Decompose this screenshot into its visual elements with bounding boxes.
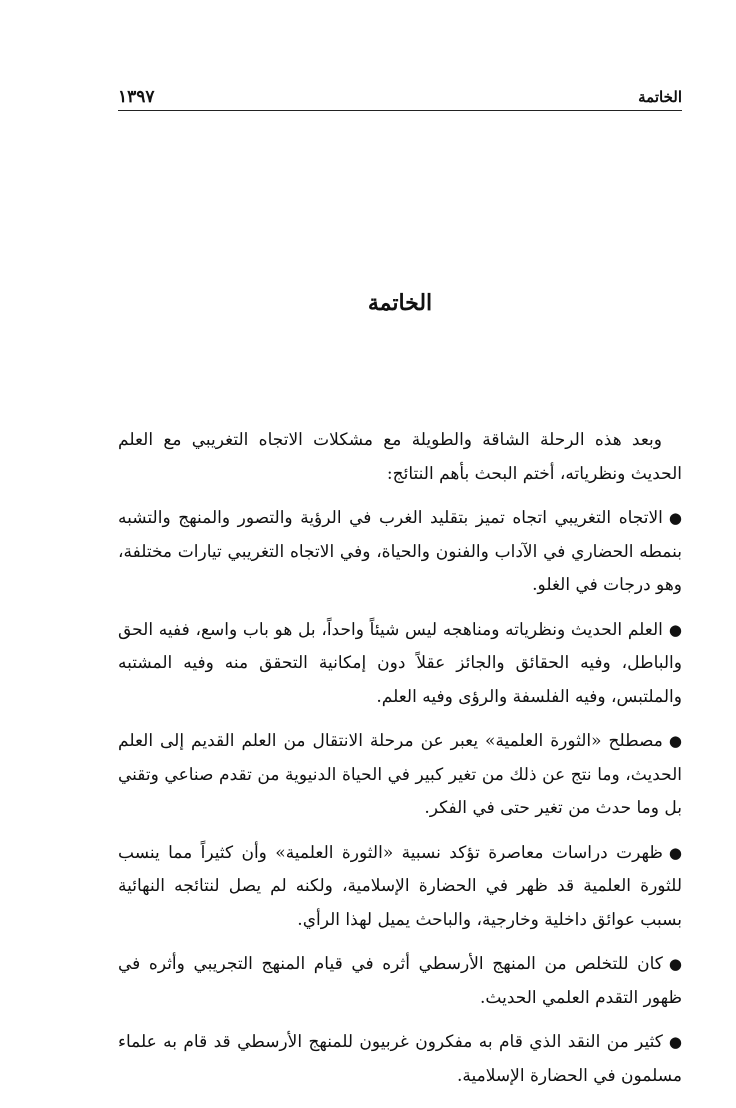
bullet-icon: ● <box>668 843 682 862</box>
conclusion-point-text: الاتجاه التغريبي اتجاه تميز بتقليد الغرب في الرؤية والتصور والمنهج والتشبه بنمطه الحضاري في الآداب والفنون والحياة، وفي الاتجاه التغريبي تيارات مختلفة، وهو درجات في الغلو. <box>118 508 682 595</box>
intro-paragraph: وبعد هذه الرحلة الشاقة والطويلة مع مشكلات الاتجاه التغريبي مع العلم الحديث ونظرياته، أختم البحث بأهم النتائج: <box>118 430 682 484</box>
bullet-icon: ● <box>668 732 682 750</box>
body-text <box>118 424 682 1104</box>
running-header <box>118 88 682 111</box>
page-number: ١٣٩٧ <box>118 87 155 107</box>
bullet-icon: ● <box>668 1033 682 1051</box>
conclusion-point-text: ظهرت دراسات معاصرة تؤكد نسبية «الثورة العلمية» وأن كثيراً مما ينسب للثورة العلمية قد ظهر في الحضارة الإسلامية، ولكنه لم يصل لنتائجه النهائية بسبب عوائق داخلية وخارجية، والباحث يميل لهذا الرأي. <box>118 842 682 930</box>
running-header-title: الخاتمة <box>638 88 682 106</box>
bullet-icon: ● <box>668 955 682 973</box>
bullet-icon: ● <box>668 509 682 527</box>
conclusion-point-text: مصطلح «الثورة العلمية» يعبر عن مرحلة الانتقال من العلم القديم إلى العلم الحديث، وما نتج عن ذلك من تغير كبير في الحياة الدنيوية من تقدم صناعي وتقني بل وما حدث من تغير حتى في الفكر. <box>118 731 682 818</box>
conclusion-point-text: العلم الحديث ونظرياته ومناهجه ليس شيئاً واحداً، بل هو باب واسع، ففيه الحق والباطل، وفيه الحقائق والجائز عقلاً دون إمكانية التحقق منه وفيه المشتبه والملتبس، وفيه الفلسفة والرؤى وفيه العلم. <box>118 619 682 707</box>
conclusion-point <box>118 614 682 715</box>
conclusion-point <box>118 948 682 1015</box>
conclusion-point-text: كان للتخلص من المنهج الأرسطي أثره في قيام المنهج التجريبي وأثره في ظهور التقدم العلمي الحديث. <box>118 954 682 1008</box>
conclusion-point <box>118 502 682 603</box>
conclusion-point <box>118 1026 682 1093</box>
chapter-title: الخاتمة <box>367 290 433 316</box>
conclusion-point-text: كثير من النقد الذي قام به مفكرون غربيون للمنهج الأرسطي قد قام به علماء مسلمون في الحضارة الإسلامية. <box>118 1032 682 1086</box>
conclusion-point <box>118 725 682 826</box>
bullet-icon: ● <box>668 620 682 639</box>
conclusion-point <box>118 837 682 938</box>
